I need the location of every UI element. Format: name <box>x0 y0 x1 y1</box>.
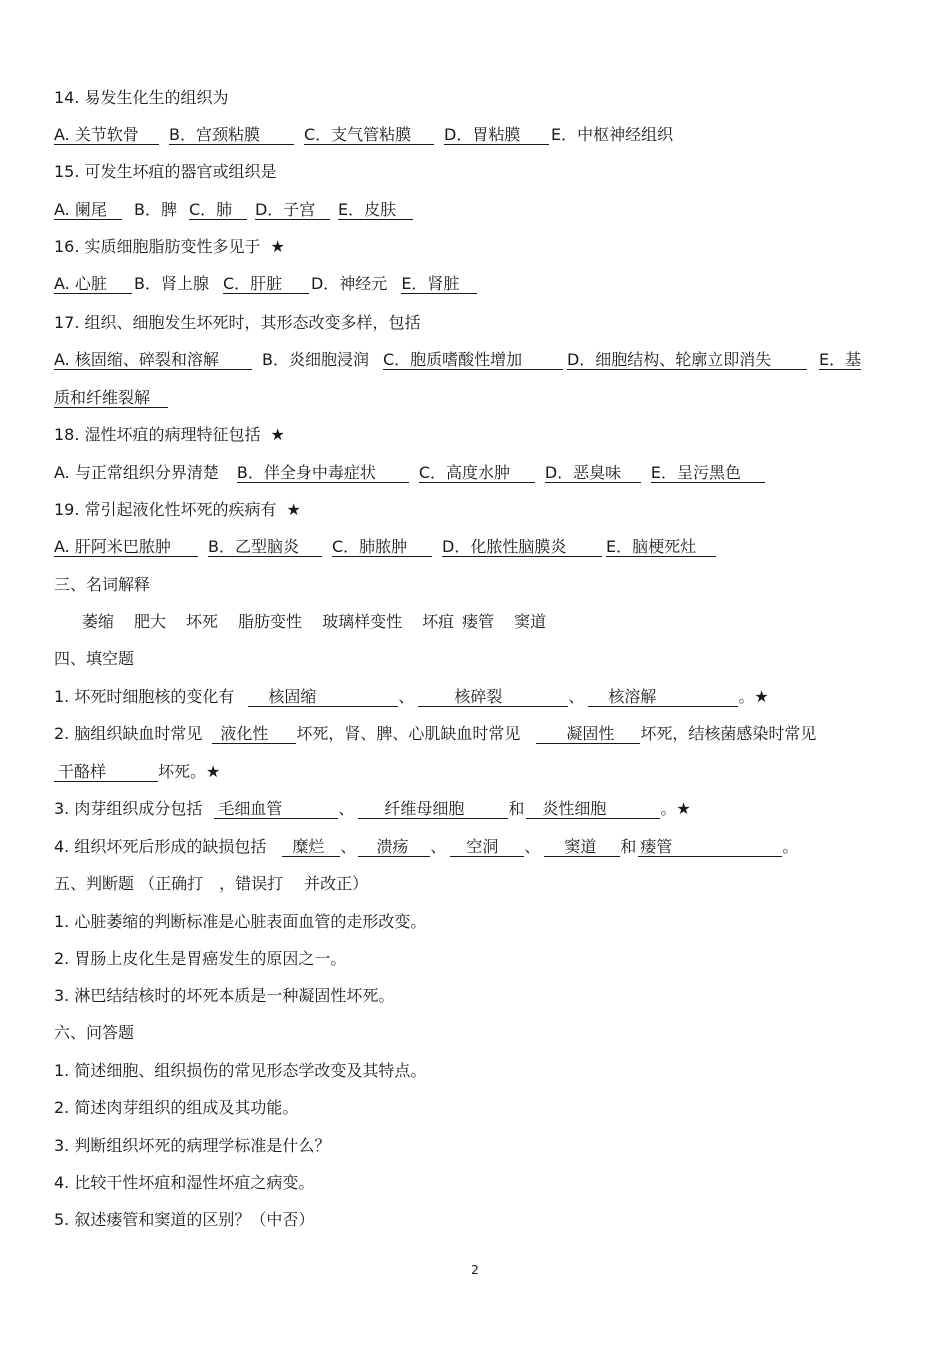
option-e: E．基 <box>818 350 862 369</box>
option-b: B．肾上腺 <box>134 274 209 293</box>
section-5-heading: 五、判断题 （正确打 ，错误打 并改正） <box>54 874 369 893</box>
option-c: C．支气管粘膜 <box>304 126 434 145</box>
blank-answer: 核溶解 <box>588 688 738 707</box>
term-item: 窦道 <box>514 612 547 631</box>
option-d: D．化脓性脑膜炎 <box>442 538 602 557</box>
term-item: 坏死 <box>186 612 219 631</box>
option-c: C．胞质嗜酸性增加 <box>383 351 563 370</box>
section-6-heading: 六、问答题 <box>54 1023 135 1042</box>
separator: 、 <box>398 687 415 706</box>
separator: 、 <box>524 837 541 856</box>
option-e: E．中枢神经组织 <box>551 125 674 144</box>
blank-answer: 糜烂 <box>282 838 340 857</box>
option-e: E．肾脏 <box>401 275 477 294</box>
option-a: A. 与正常组织分界清楚 <box>54 463 219 482</box>
question-19-options <box>54 535 900 559</box>
question-14-title: 14. 易发生化生的组织为 <box>54 88 229 107</box>
option-c: C．高度水肿 <box>419 464 535 483</box>
blank-answer: 窦道 <box>544 838 620 857</box>
blank-answer: 毛细血管 <box>214 800 338 819</box>
section-4-heading: 四、填空题 <box>54 649 135 668</box>
option-a: A. 肝阿米巴脓肿 <box>54 538 198 557</box>
question-17-title: 17. 组织、细胞发生坏死时，其形态改变多样，包括 <box>54 313 421 332</box>
term-list <box>82 610 900 634</box>
option-c: C．肝脏 <box>223 275 309 294</box>
question-18-options <box>54 461 900 485</box>
option-e-continued: 质和纤维裂解 <box>54 389 168 408</box>
option-d: D．胃粘膜 <box>444 126 549 145</box>
question-17-options <box>54 348 900 372</box>
blank-answer: 凝固性 <box>536 725 640 744</box>
question-text: 坏死，肾、脾、心肌缺血时常见 <box>296 724 521 743</box>
question-text: 2. 脑组织缺血时常见 <box>54 724 203 743</box>
term-item: 脂肪变性 <box>238 612 303 631</box>
blank-answer: 瘘管 <box>638 838 782 857</box>
option-a: A. 关节软骨 <box>54 126 159 145</box>
question-text: 1. 坏死时细胞核的变化有 <box>54 687 235 706</box>
line-end: 。 <box>782 837 799 856</box>
question-17-options-continued <box>54 386 900 410</box>
separator: 、 <box>338 799 355 818</box>
fill-blank-3 <box>54 797 900 821</box>
question-15-options <box>54 198 900 222</box>
option-c: C．肺脓肿 <box>332 538 432 557</box>
option-e: E．呈污黑色 <box>651 464 765 483</box>
star-icon: ★ <box>286 500 301 519</box>
star-icon: ★ <box>270 425 285 444</box>
option-a: A. 核固缩、碎裂和溶解 <box>54 351 252 370</box>
essay-question: 3. 判断组织坏死的病理学标准是什么？ <box>54 1136 331 1155</box>
term-item: 肥大 <box>134 612 167 631</box>
option-d: D．细胞结构、轮廓立即消失 <box>567 351 807 370</box>
blank-answer: 液化性 <box>212 725 296 744</box>
essay-question: 1. 简述细胞、组织损伤的常见形态学改变及其特点。 <box>54 1061 427 1080</box>
option-b: B．乙型脑炎 <box>208 538 322 557</box>
term-item: 瘘管 <box>462 612 495 631</box>
option-b: B．宫颈粘膜 <box>169 126 294 145</box>
question-16-title <box>54 235 900 259</box>
blank-answer: 空洞 <box>450 838 524 857</box>
option-c: C．肺 <box>189 201 247 220</box>
option-d: D．子宫 <box>255 201 330 220</box>
line-end: 。★ <box>660 799 691 818</box>
option-d: D．恶臭味 <box>545 464 641 483</box>
question-text: 4. 组织坏死后形成的缺损包括 <box>54 837 267 856</box>
blank-answer: 炎性细胞 <box>526 800 660 819</box>
option-e: E．皮肤 <box>338 201 413 220</box>
separator: 、 <box>568 687 585 706</box>
question-text: 3. 肉芽组织成分包括 <box>54 799 203 818</box>
question-text: 16. 实质细胞脂肪变性多见于 <box>54 237 261 256</box>
option-a: A. 阑尾 <box>54 201 122 220</box>
blank-answer: 干酪样 <box>54 763 158 782</box>
term-item: 萎缩 <box>82 612 115 631</box>
term-item: 坏疽 <box>422 612 455 631</box>
question-text: 18. 湿性坏疽的病理特征包括 <box>54 425 261 444</box>
question-18-title <box>54 423 900 447</box>
blank-answer: 核碎裂 <box>418 688 568 707</box>
term-item: 玻璃样变性 <box>322 612 403 631</box>
option-b: B．伴全身中毒症状 <box>237 464 409 483</box>
question-16-options <box>54 272 900 296</box>
line-end: 。★ <box>738 687 769 706</box>
judgment-item: 1. 心脏萎缩的判断标准是心脏表面血管的走形改变。 <box>54 912 427 931</box>
essay-question: 4. 比较干性坏疽和湿性坏疽之病变。 <box>54 1173 315 1192</box>
conjunction: 和 <box>508 799 525 818</box>
blank-answer: 纤维母细胞 <box>358 800 508 819</box>
separator: 、 <box>340 837 357 856</box>
star-icon: ★ <box>270 237 285 256</box>
option-b: B．脾 <box>134 200 177 219</box>
blank-answer: 溃疡 <box>358 838 430 857</box>
fill-blank-1 <box>54 685 900 709</box>
option-b: B．炎细胞浸润 <box>262 350 369 369</box>
question-text: 19. 常引起液化性坏死的疾病有 <box>54 500 277 519</box>
judgment-item: 3. 淋巴结结核时的坏死本质是一种凝固性坏死。 <box>54 986 395 1005</box>
essay-question: 2. 简述肉芽组织的组成及其功能。 <box>54 1098 299 1117</box>
blank-answer: 核固缩 <box>248 688 398 707</box>
conjunction: 和 <box>620 837 637 856</box>
question-19-title <box>54 498 900 522</box>
essay-question: 5. 叙述瘘管和窦道的区别？（中否） <box>54 1210 315 1229</box>
page-number: 2 <box>471 1263 479 1277</box>
question-text: 坏死，结核菌感染时常见 <box>640 724 817 743</box>
fill-blank-2 <box>54 722 900 746</box>
fill-blank-2-continued <box>54 760 900 784</box>
judgment-item: 2. 胃肠上皮化生是胃癌发生的原因之一。 <box>54 949 347 968</box>
question-15-title: 15. 可发生坏疽的器官或组织是 <box>54 162 277 181</box>
option-e: E．脑梗死灶 <box>606 538 716 557</box>
separator: 、 <box>430 837 447 856</box>
fill-blank-4 <box>54 835 900 859</box>
section-3-heading: 三、名词解释 <box>54 575 151 594</box>
line-end: 坏死。★ <box>158 762 221 781</box>
option-d: D．神经元 <box>310 274 388 293</box>
question-14-options <box>54 123 900 147</box>
option-a: A. 心脏 <box>54 275 132 294</box>
